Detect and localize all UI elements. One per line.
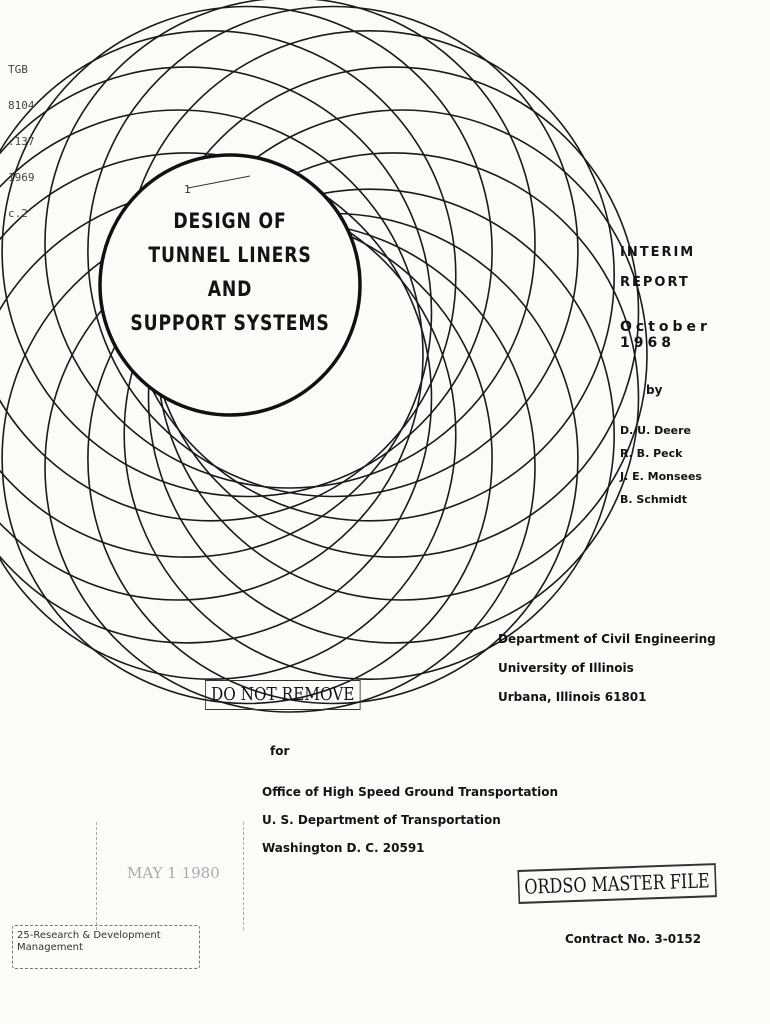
pointer-mark-digit: 1 [184, 183, 191, 196]
report-type-line2: REPORT [620, 275, 690, 290]
for-label: for [270, 744, 290, 758]
do-not-remove-stamp: DO NOT REMOVE [205, 680, 360, 710]
institution-block [498, 632, 716, 719]
sponsor-block [262, 785, 558, 869]
call-number-line: c.2 [8, 207, 28, 220]
title-line: DESIGN OF [173, 209, 287, 233]
call-number-line: 1969 [8, 171, 35, 184]
received-stamp-date: MAY 1 1980 [127, 864, 220, 882]
report-date: October 1968 [620, 319, 711, 351]
call-number-line: TGB [8, 63, 28, 76]
report-title [128, 204, 333, 340]
routing-label-line: Management [17, 942, 83, 953]
contract-number: Contract No. 3-0152 [565, 932, 702, 946]
title-line: SUPPORT SYSTEMS [130, 311, 330, 335]
by-label: by [646, 383, 663, 397]
library-call-number [8, 40, 35, 232]
sponsor-line: Office of High Speed Ground Transportation [262, 785, 559, 799]
author-name: J. E. Monsees [620, 470, 702, 483]
institution-line: Urbana, Illinois 61801 [498, 690, 647, 704]
title-line: TUNNEL LINERS [148, 243, 312, 267]
received-stamp [96, 822, 244, 930]
author-name: D. U. Deere [620, 424, 692, 437]
routing-label [12, 925, 200, 969]
routing-label-line: 25-Research & Development [17, 930, 161, 941]
title-line: AND [207, 277, 253, 301]
institution-line: Department of Civil Engineering [498, 632, 716, 646]
institution-line: University of Illinois [498, 661, 634, 675]
master-file-stamp: ORDSO MASTER FILE [517, 863, 716, 904]
call-number-line: .137 [8, 135, 35, 148]
sponsor-line: U. S. Department of Transportation [262, 813, 501, 827]
author-name: B. Schmidt [620, 493, 688, 506]
sponsor-line: Washington D. C. 20591 [262, 841, 425, 855]
author-list [620, 424, 702, 516]
call-number-line: 8104 [8, 99, 35, 112]
report-type-line1: INTERIM [620, 245, 696, 260]
author-name: R. B. Peck [620, 447, 683, 460]
